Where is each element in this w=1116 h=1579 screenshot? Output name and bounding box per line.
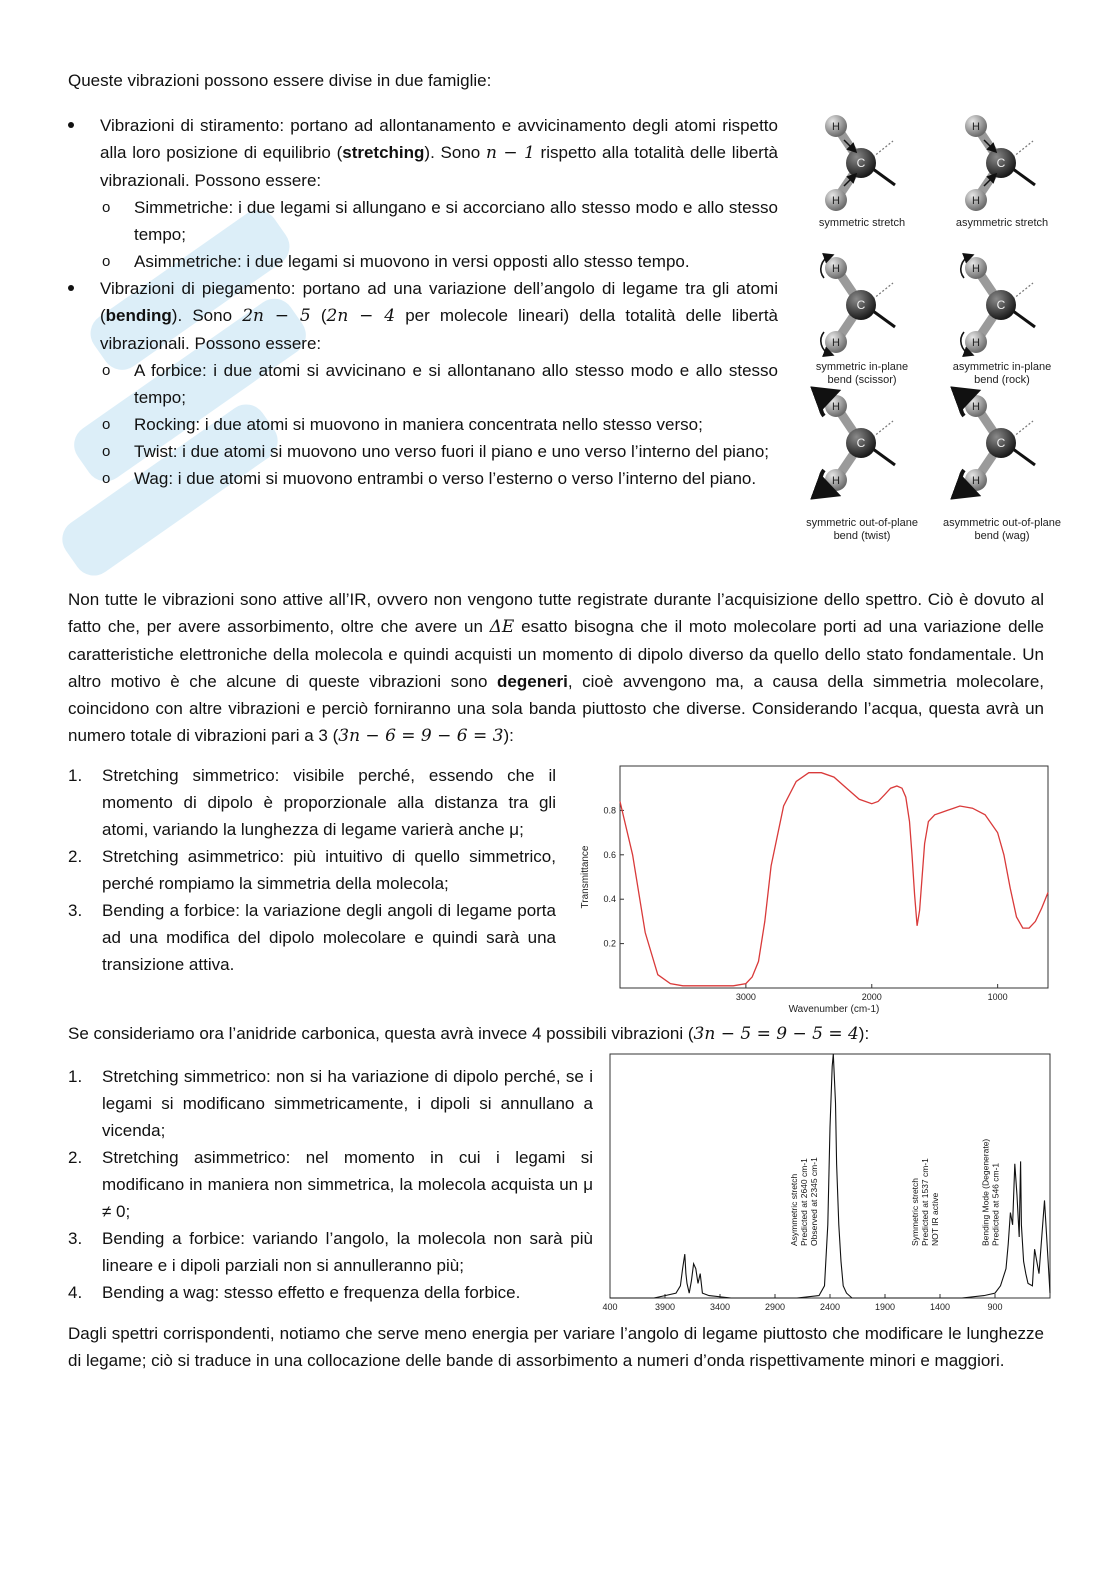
y-tick-label: 0.2 <box>603 938 616 949</box>
x-tick-label: 900 <box>987 1302 1003 1312</box>
y-tick-label: 0.6 <box>603 849 616 860</box>
list-item-twist: o Twist: i due atomi si muovono uno verso fuori il piano e uno verso l’interno del piano; <box>102 442 770 461</box>
formula-co2-vibrations: 3n − 5 = 9 − 5 = 4 <box>693 1024 859 1044</box>
water-ir-spectrum-chart <box>572 760 1052 1016</box>
annotation-line: NOT IR active <box>930 1192 940 1246</box>
list-item-asymmetric: o Asimmetriche: i due legami si muovono in versi opposti allo stesso tempo. <box>102 252 690 271</box>
atom-label: C <box>996 298 1006 312</box>
atom-label: H <box>832 337 840 349</box>
atom-label: H <box>832 475 840 487</box>
atom-label: H <box>972 337 980 349</box>
annotation-line: Bending Mode (Degenerate) <box>980 1138 991 1246</box>
bond-wedge <box>1013 169 1035 185</box>
mode-caption: symmetric out-of-plane <box>806 517 918 529</box>
atom-label: H <box>832 263 840 275</box>
molecule-mode-2 <box>956 115 1048 229</box>
molecule-mode-4 <box>953 256 1051 386</box>
mode-caption: symmetric in-plane <box>815 361 909 373</box>
y-tick-label: 0.8 <box>603 805 616 816</box>
mode-caption: bend (rock) <box>974 374 1030 386</box>
x-tick-label: 3000 <box>735 992 756 1002</box>
molecule-mode-1 <box>819 115 905 229</box>
atom-label: C <box>996 156 1006 170</box>
mode-caption: asymmetric stretch <box>955 217 1049 229</box>
x-tick-label: 1000 <box>987 992 1008 1002</box>
co2-intro-text: Se consideriamo ora l’anidride carbonica, questa avrà invece 4 possibili vibrazioni (3n − 5 = 9 − 5 = 4): <box>68 1024 870 1044</box>
atom-label: H <box>972 263 980 275</box>
x-axis-label: Wavenumber (cm-1) <box>788 1004 880 1015</box>
mode-caption: asymmetric out-of-plane <box>943 517 1061 529</box>
y-axis-label: Transmittance <box>580 845 591 909</box>
list-item-rocking: o Rocking: i due atomi si muovono in maniera concentrata nello stesso verso; <box>102 415 703 434</box>
formula-n-minus-1: n − 1 <box>485 143 535 163</box>
list-item-stretching: Vibrazioni di stiramento: portano ad allontanamento e avvicinamento degli atomi rispetto alla loro posizione di equilibrio (stretching). Sono n − 1 rispetto alla totalità delle libertà vibrazionali. Possono essere: <box>66 112 778 194</box>
bond-hashed <box>1013 141 1033 157</box>
y-tick-label: 0.4 <box>603 894 616 905</box>
formula-delta-e: ΔE <box>489 617 515 637</box>
list-item-wag: o Wag: i due atomi si muovono entrambi o verso l’esterno o verso l’interno del piano. <box>102 469 757 488</box>
atom-label: C <box>856 436 866 450</box>
term-stretching: stretching <box>342 143 425 162</box>
bond-wedge <box>873 311 895 327</box>
bond-wedge <box>873 449 895 465</box>
bond-hashed <box>873 141 893 157</box>
peak-annotation <box>789 1157 819 1246</box>
list-item: 3. Bending a forbice: variando l’angolo, la molecola non sarà più lineare e i dipoli parziali non si annulleranno più; <box>68 1229 593 1275</box>
bond-wedge <box>1013 449 1035 465</box>
atom-label: C <box>856 298 866 312</box>
x-tick-label: 2000 <box>861 992 882 1002</box>
atom-label: H <box>832 195 840 207</box>
x-tick-label: 2400 <box>819 1302 841 1312</box>
atom-label: H <box>832 401 840 413</box>
peak-annotation <box>910 1158 940 1246</box>
conclusion-paragraph: Dagli spettri corrispondenti, notiamo che serve meno energia per variare l’angolo di legame piuttosto che modificare le lunghezze di legame; ciò si traduce in una collocazione delle bande di assorbimento a numeri d’onda rispettivamente minori e maggiori. <box>68 1324 1044 1370</box>
co2-vibrations-list <box>68 1063 593 1306</box>
list-item-bending: Vibrazioni di piegamento: portano ad una variazione dell’angolo di legame tra gli atomi (bending). Sono 2n − 5 (2n − 4 per molecole lineari) della totalità delle libertà vibrazionali. Possono essere: <box>66 275 778 357</box>
plot-frame <box>620 766 1048 988</box>
annotation-line: Predicted at 546 cm-1 <box>990 1162 1001 1246</box>
list-item-scissor: o A forbice: i due atomi si avvicinano e si allontanano allo stesso modo e allo stesso tempo; <box>102 361 778 407</box>
intro-text: Queste vibrazioni possono essere divise in due famiglie: <box>68 71 492 90</box>
series-line-H2O <box>620 773 1048 986</box>
list-item: 3. Bending a forbice: la variazione degli angoli di legame porta ad una modifica del dipolo molecolare e quindi sarà una transizione attiva. <box>68 901 556 974</box>
x-tick-label: 2900 <box>764 1302 786 1312</box>
x-tick-label: 3900 <box>654 1302 676 1312</box>
vibration-families-list <box>66 112 778 492</box>
list-item-symmetric: o Simmetriche: i due legami si allungano e si accorciano allo stesso modo e allo stesso tempo; <box>102 198 778 244</box>
atom-label: H <box>972 401 980 413</box>
term-bending: bending <box>105 306 172 325</box>
bond-hashed <box>1013 283 1033 299</box>
bullet-dot <box>68 122 74 128</box>
list-item: 2. Stretching asimmetrico: nel momento in cui i legami si modificano in maniera non simmetrica, la molecola acquista un μ ≠ 0; <box>68 1148 593 1221</box>
list-item: 2. Stretching asimmetrico: più intuitivo di quello simmetrico, perché rompiamo la simmetria della molecola; <box>68 847 556 893</box>
atom-label: C <box>996 436 1006 450</box>
annotation-line: Predicted at 1537 cm-1 <box>920 1158 930 1246</box>
atom-label: H <box>972 475 980 487</box>
annotation-line: Symmetric stretch <box>910 1177 920 1246</box>
list-item: 1. Stretching simmetrico: visibile perché, essendo che il momento di dipolo è proporzionale alla distanza tra gli atomi, variando la lunghezza di legame varierà anche μ; <box>68 766 556 839</box>
water-vibrations-list <box>68 762 556 978</box>
bond-hashed <box>1013 421 1033 437</box>
atom-label: H <box>832 121 840 133</box>
bullet-dot <box>68 285 74 291</box>
atom-label: H <box>972 121 980 133</box>
bond-hashed <box>873 421 893 437</box>
annotation-line: Observed at 2345 cm-1 <box>809 1157 819 1246</box>
peak-annotation <box>980 1139 1000 1246</box>
x-tick-label: 400 <box>602 1302 618 1312</box>
molecule-mode-5 <box>806 394 918 542</box>
formula-water-vibrations: 3n − 6 = 9 − 6 = 3 <box>338 726 504 746</box>
molecule-mode-6 <box>943 394 1061 542</box>
term-degeneri: degeneri <box>497 672 568 691</box>
bond-hashed <box>873 283 893 299</box>
bond-wedge <box>1013 311 1035 327</box>
annotation-line: Asymmetric stretch <box>789 1173 799 1246</box>
mode-caption: bend (wag) <box>974 530 1030 542</box>
x-tick-label: 1900 <box>874 1302 896 1312</box>
mode-caption: bend (twist) <box>833 530 891 542</box>
ir-activity-paragraph: Non tutte le vibrazioni sono attive all’IR, ovvero non vengono tutte registrate durante l’acquisizione dello spettro. Ciò è dovuto al fatto che, per avere assorbimento, oltre che avere un ΔE esatto bisogna che il moto molecolare porti ad una variazione delle caratteristiche elettroniche della molecola e quindi acquisti un momento di dipolo diverso da quello dello stato fondamentale. Un altro motivo è che alcune di queste vibrazioni sono degeneri, cioè avvengono ma, a causa della simmetria molecolare, coincidono con altre vibrazioni e perciò forniranno una sola banda piuttosto che diverse. Considerando l’acqua, questa avrà un numero totale di vibrazioni pari a 3 (3n − 6 = 9 − 6 = 3): <box>68 590 1044 746</box>
atom-label: C <box>856 156 866 170</box>
mode-caption: asymmetric in-plane <box>952 361 1052 373</box>
x-tick-label: 1400 <box>929 1302 951 1312</box>
bond-wedge <box>873 169 895 185</box>
list-item: 1. Stretching simmetrico: non si ha variazione di dipolo perché, se i legami si modificano simmetricamente, i dipoli si annullano a vicenda; <box>68 1067 593 1140</box>
mode-caption: bend (scissor) <box>827 374 897 386</box>
x-tick-label: 3400 <box>709 1302 731 1312</box>
molecule-mode-3 <box>816 256 908 386</box>
co2-ir-spectrum-chart <box>604 1048 1056 1320</box>
atom-label: H <box>972 195 980 207</box>
mode-caption: symmetric stretch <box>818 217 906 229</box>
annotation-line: Predicted at 2640 cm-1 <box>799 1158 809 1246</box>
vibration-modes-diagram <box>796 108 1076 548</box>
list-item: 4. Bending a wag: stesso effetto e frequenza della forbice. <box>68 1283 521 1302</box>
